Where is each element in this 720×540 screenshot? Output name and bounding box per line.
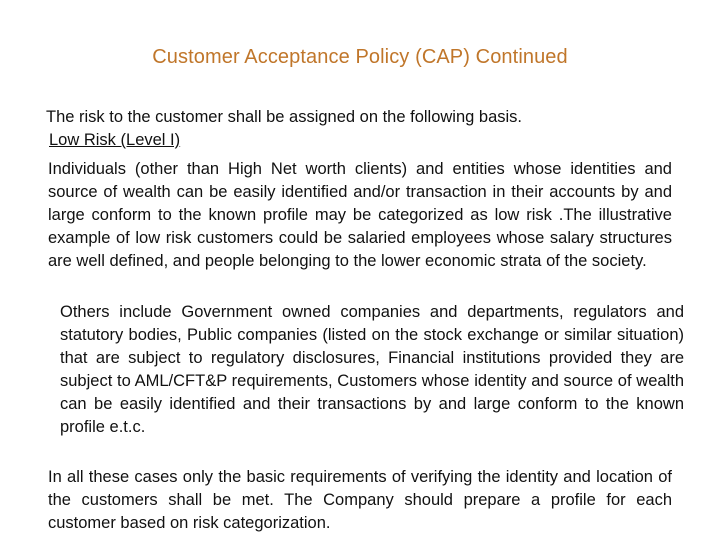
paragraph-other-entities: Others include Government owned companies and departments, regulators and statutory bodies, Public companies (listed on the stock exchange or similar situation) that are subject to regulatory disclosures, Financial institutions provided they are subject to AML/CFT&P requirements, Customers whose identity and source of wealth can be easily identified and their transactions by and large conform to the known profile e.t.c. bbox=[60, 303, 684, 437]
paragraph-basic-requirements: In all these cases only the basic requirements of verifying the identity and location of the customers shall be met. The Company should prepare a profile for each customer based on risk categorization. bbox=[48, 468, 672, 533]
slide-title: Customer Acceptance Policy (CAP) Continued bbox=[152, 46, 568, 68]
intro-text: The risk to the customer shall be assigned on the following basis. bbox=[46, 108, 523, 126]
paragraph-low-risk-individuals: Individuals (other than High Net worth clients) and entities whose identities and source of wealth can be easily identified and/or transaction in their accounts by and large conform to the known profile may be categorized as low risk .The illustrative example of low risk customers could be salaried employees whose salary structures are well defined, and people belonging to the lower economic strata of the society. bbox=[48, 160, 672, 271]
risk-level-heading: Low Risk (Level I) bbox=[49, 131, 181, 149]
